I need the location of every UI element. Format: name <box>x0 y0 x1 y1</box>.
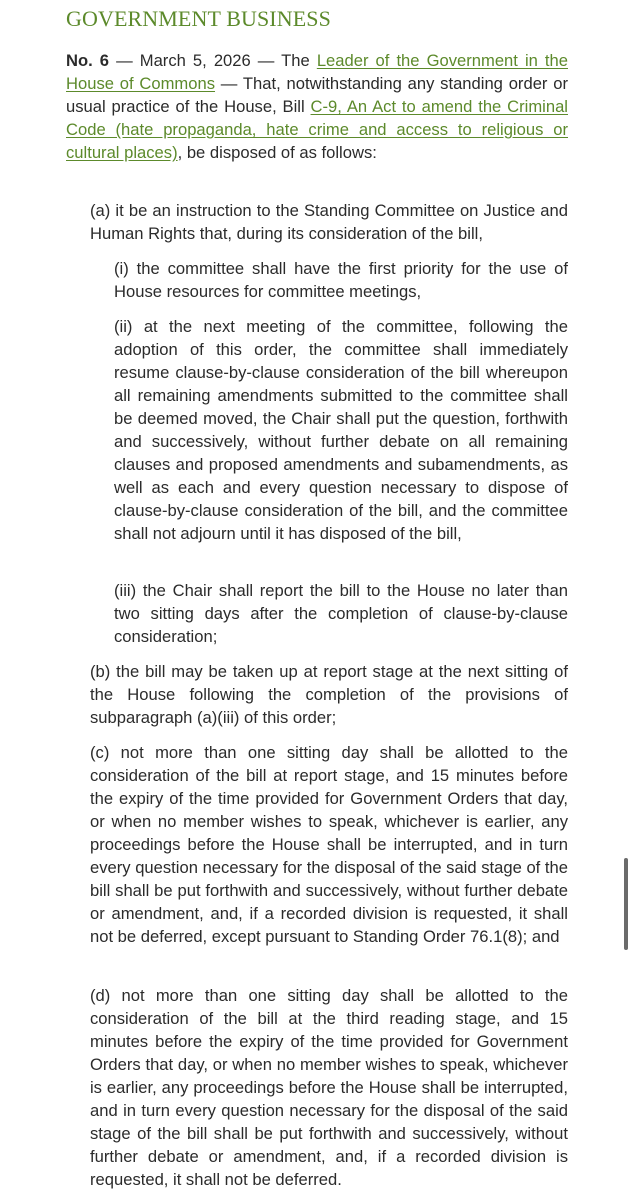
subparagraph-a-i: (i) the committee shall have the first priority for the use of House resources for committee meetings, <box>114 259 568 301</box>
section-heading: GOVERNMENT BUSINESS <box>66 6 331 31</box>
paragraph-d: (d) not more than one sitting day shall be allotted to the consideration of the bill at the third reading stage, and 15 minutes before the expiry of the time provided for Government Orders that day, or when no member wishes to speak, whichever is earlier, any proceedings before the House shall be interrupted, and in turn every question necessary for the disposal of the said stage of the bill shall be put forthwith and successively, without further debate or amendment, and, if a recorded division is requested, it shall not be deferred. <box>90 986 568 1189</box>
paragraph-c: (c) not more than one sitting day shall be allotted to the consideration of the bill at report stage, and 15 minutes before the expiry of the time provided for Government Orders that day, or when no member wishes to speak, whichever is earlier, any proceedings before the House shall be interrupted, and in turn every question necessary for the disposal of the said stage of the bill shall be put forthwith and successively, without further debate or amendment, and, if a recorded division is requested, it shall not be deferred, except pursuant to Standing Order 76.1(8); and <box>90 743 568 946</box>
bill-link[interactable]: C-9, An Act to amend the Criminal Code (hate propaganda, hate crime and access to religious or cultural places) <box>66 97 568 162</box>
separator: — <box>109 51 140 70</box>
paragraph-b: (b) the bill may be taken up at report stage at the next sitting of the House following the completion of the provisions of subparagraph (a)(iii) of this order; <box>90 662 568 727</box>
motion-text: — That, notwithstanding any standing order or usual practice of the House, Bill <box>66 74 568 116</box>
scrollbar-thumb[interactable] <box>624 858 628 950</box>
sponsor-link[interactable]: Leader of the Government in the House of Commons <box>66 51 568 93</box>
motion-intro <box>66 49 568 164</box>
subparagraph-a-ii: (ii) at the next meeting of the committee, following the adoption of this order, the committee shall immediately resume clause-by-clause consideration of the bill whereupon all remaining amendments submitted to the committee shall be deemed moved, the Chair shall put the question, forthwith and successively, without further debate on all remaining clauses and proposed amendments and subamendments, as well as each and every question necessary to dispose of clause-by-clause consideration of the bill, and the committee shall not adjourn until it has disposed of the bill, <box>114 317 568 543</box>
paragraph-a: (a) it be an instruction to the Standing Committee on Justice and Human Rights that, during its consideration of the bill, <box>90 201 568 243</box>
subparagraph-a-iii: (iii) the Chair shall report the bill to the House no later than two sitting days after the completion of clause-by-clause consideration; <box>114 581 568 646</box>
separator: — The <box>250 51 317 70</box>
motion-date: March 5, 2026 <box>139 51 251 70</box>
motion-number: No. 6 <box>66 51 110 70</box>
motion-text: , be disposed of as follows: <box>177 143 377 162</box>
